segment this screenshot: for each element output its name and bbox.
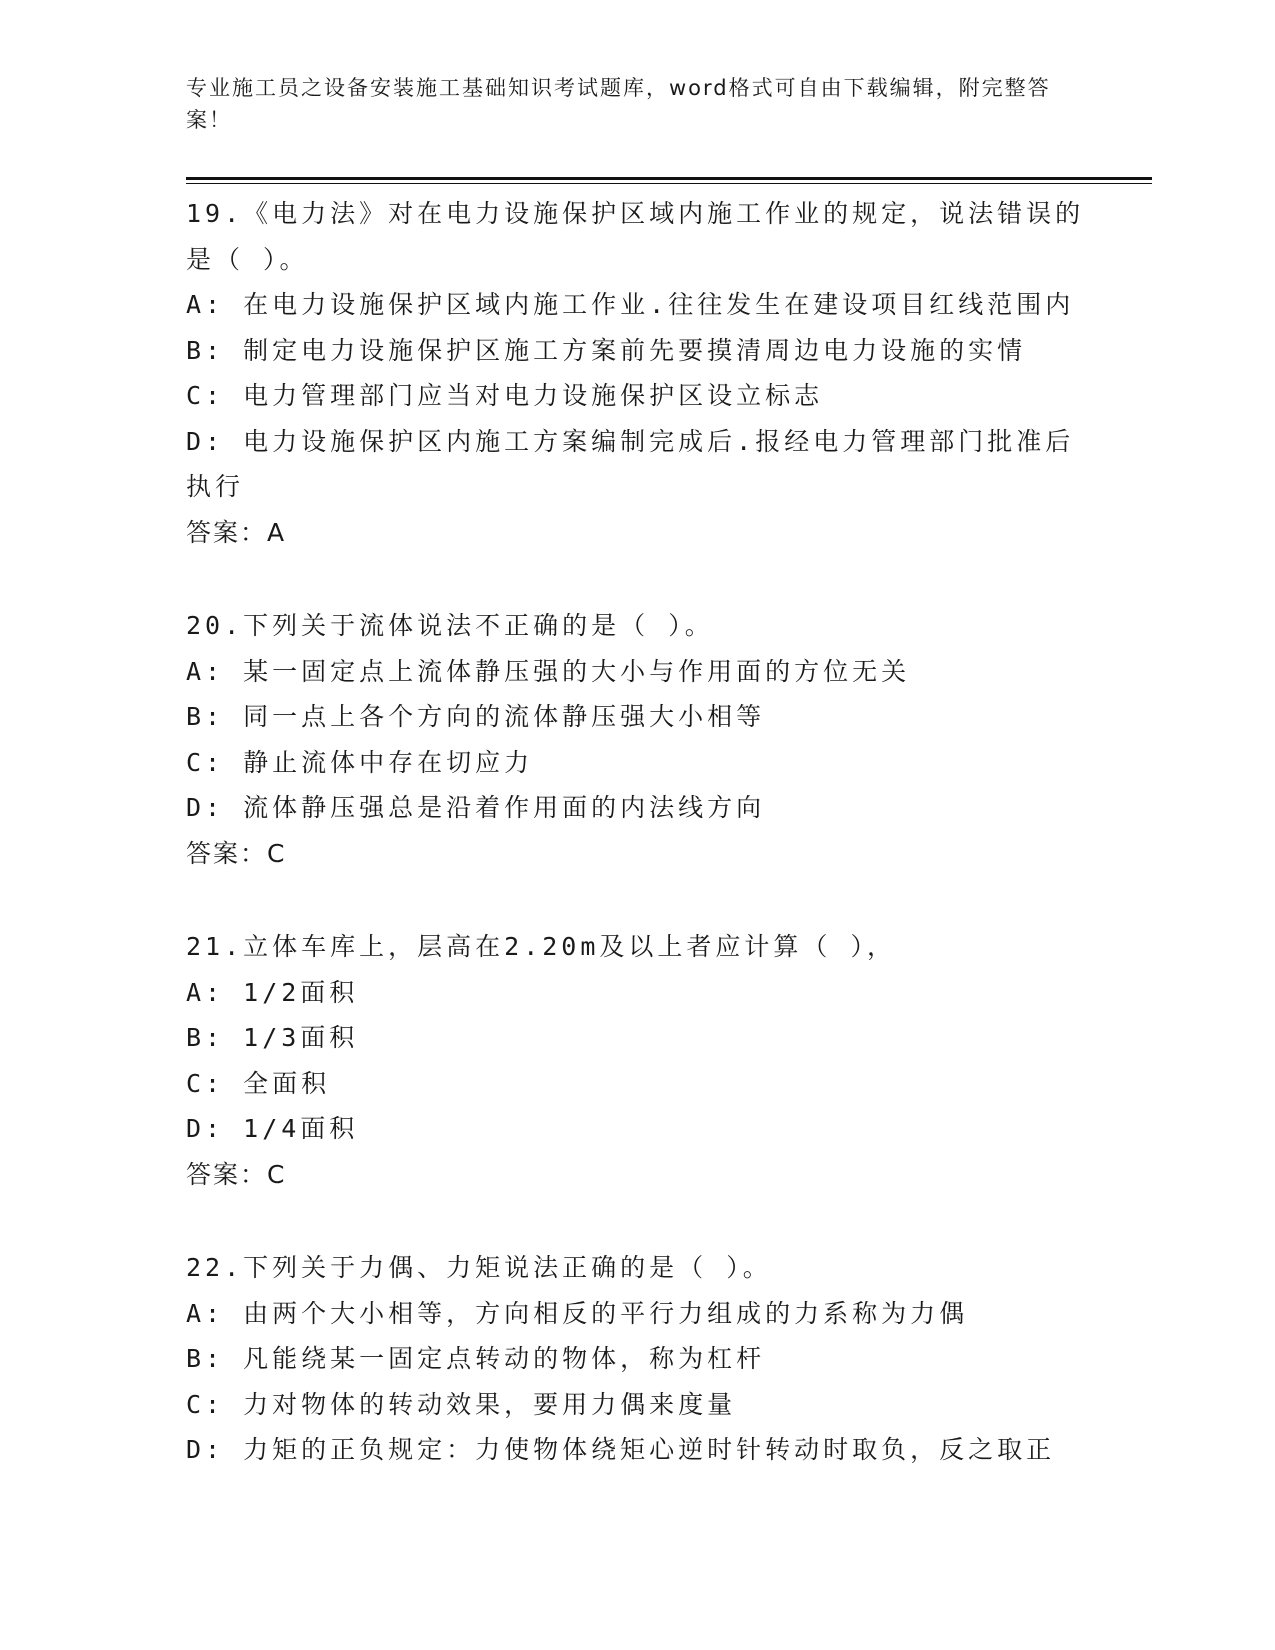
option-c: C: 全面积	[186, 1068, 331, 1098]
option-c: C: 力对物体的转动效果，要用力偶来度量	[186, 1389, 737, 1419]
option-a: A: 由两个大小相等，方向相反的平行力组成的力系称为力偶	[186, 1298, 969, 1328]
question-19	[186, 191, 1086, 555]
question-stem: 19.《电力法》对在电力设施保护区域内施工作业的规定，说法错误的是（ ）。	[186, 199, 1085, 274]
option-a: A: 某一固定点上流体静压强的大小与作用面的方位无关	[186, 656, 911, 686]
header-divider-thin	[186, 183, 1152, 184]
option-c: C: 静止流体中存在切应力	[186, 747, 534, 777]
question-list	[186, 191, 1086, 1521]
question-22	[186, 1245, 1086, 1473]
answer-label: 答案：C	[186, 1159, 287, 1189]
option-c: C: 电力管理部门应当对电力设施保护区设立标志	[186, 381, 824, 410]
option-a: A: 在电力设施保护区域内施工作业.往往发生在建设项目红线范围内	[186, 290, 1075, 319]
option-b: B: 制定电力设施保护区施工方案前先要摸清周边电力设施的实情	[186, 335, 1027, 365]
header-divider-thick	[186, 177, 1152, 180]
option-d: D: 流体静压强总是沿着作用面的内法线方向	[186, 793, 766, 822]
question-stem: 21.立体车库上，层高在2.20m及以上者应计算（ ），	[186, 932, 896, 961]
option-b: B: 1/3面积	[186, 1023, 359, 1052]
question-21	[186, 924, 1086, 1197]
option-b: B: 凡能绕某一固定点转动的物体，称为杠杆	[186, 1344, 766, 1373]
question-20	[186, 603, 1086, 876]
option-a: A: 1/2面积	[186, 977, 359, 1007]
option-d: D: 1/4面积	[186, 1114, 359, 1143]
option-d: D: 力矩的正负规定：力使物体绕矩心逆时针转动时取负，反之取正	[186, 1435, 1056, 1464]
answer-label: 答案：A	[186, 517, 287, 547]
option-d: D: 电力设施保护区内施工方案编制完成后.报经电力管理部门批准后执行	[186, 426, 1075, 501]
document-header: 专业施工员之设备安装施工基础知识考试题库，word格式可自由下载编辑，附完整答案！	[186, 76, 1051, 132]
option-b: B: 同一点上各个方向的流体静压强大小相等	[186, 702, 766, 731]
question-stem: 20.下列关于流体说法不正确的是（ ）。	[186, 611, 714, 640]
answer-label: 答案：C	[186, 838, 287, 868]
question-stem: 22.下列关于力偶、力矩说法正确的是（ ）。	[186, 1253, 772, 1282]
